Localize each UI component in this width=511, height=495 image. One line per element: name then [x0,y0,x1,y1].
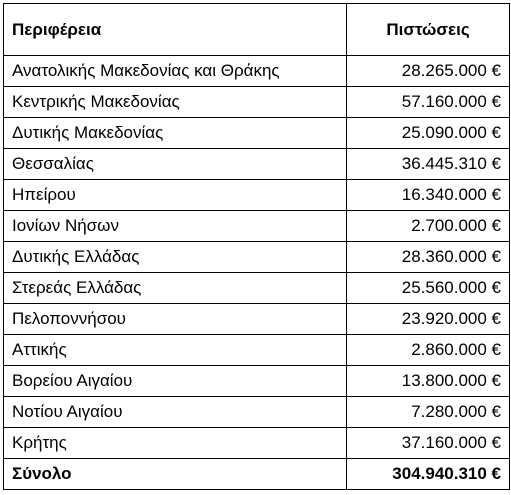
region-cell: Νοτίου Αιγαίου [4,397,347,428]
region-cell: Ιονίων Νήσων [4,211,347,242]
amount-cell: 23.920.000 € [347,304,510,335]
table-row [4,211,510,242]
region-cell: Πελοποννήσου [4,304,347,335]
table-row [4,335,510,366]
amount-cell: 57.160.000 € [347,87,510,118]
total-row [4,459,510,490]
table-row [4,273,510,304]
table-row [4,397,510,428]
table-row [4,56,510,87]
amount-cell: 28.360.000 € [347,242,510,273]
table-row [4,87,510,118]
total-label: Σύνολο [4,459,347,490]
amount-cell: 2.700.000 € [347,211,510,242]
region-cell: Δυτικής Μακεδονίας [4,118,347,149]
region-cell: Κεντρικής Μακεδονίας [4,87,347,118]
region-cell: Θεσσαλίας [4,149,347,180]
header-row [4,4,510,56]
region-cell: Αττικής [4,335,347,366]
table-footer [4,459,510,490]
table-row [4,242,510,273]
region-cell: Ανατολικής Μακεδονίας και Θράκης [4,56,347,87]
region-cell: Βορείου Αιγαίου [4,366,347,397]
table-row [4,304,510,335]
region-cell: Ηπείρου [4,180,347,211]
amount-cell: 25.090.000 € [347,118,510,149]
amount-cell: 7.280.000 € [347,397,510,428]
table-row [4,118,510,149]
region-cell: Κρήτης [4,428,347,459]
amount-cell: 25.560.000 € [347,273,510,304]
amount-cell: 28.265.000 € [347,56,510,87]
table-body [4,56,510,459]
total-amount: 304.940.310 € [347,459,510,490]
table-row [4,366,510,397]
amount-cell: 36.445.310 € [347,149,510,180]
region-column-header: Περιφέρεια [4,4,347,56]
table-header [4,4,510,56]
amount-cell: 16.340.000 € [347,180,510,211]
credits-table [3,3,510,490]
table-row [4,428,510,459]
amount-cell: 13.800.000 € [347,366,510,397]
amount-cell: 37.160.000 € [347,428,510,459]
amount-cell: 2.860.000 € [347,335,510,366]
region-cell: Στερεάς Ελλάδας [4,273,347,304]
table-row [4,149,510,180]
amount-column-header: Πιστώσεις [347,4,510,56]
table-row [4,180,510,211]
region-cell: Δυτικής Ελλάδας [4,242,347,273]
